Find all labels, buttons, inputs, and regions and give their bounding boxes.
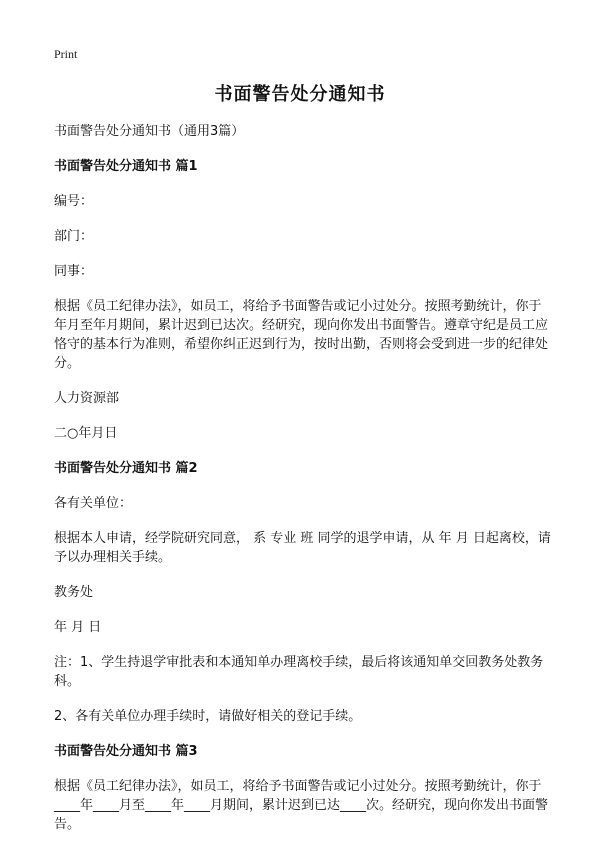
section-3-heading: 书面警告处分通知书 篇3	[54, 744, 198, 759]
section-1-heading: 书面警告处分通知书 篇1	[54, 159, 198, 174]
section-2-greeting: 各有关单位：	[54, 496, 133, 511]
section-2-note-2: 2、各有关单位办理手续时，请做好相关的登记手续。	[54, 709, 362, 724]
section-1-body: 根据《员工纪律办法》，如员工，将给予书面警告或记小过处分。按照考勤统计，你于年月至年月期间，累计迟到已达次。经研究，现向你发出书面警告。遵章守纪是员工应恪守的基本行为准则，希望你纠正迟到行为，按时出勤，否则将会受到进一步的纪律处分。	[54, 299, 549, 371]
section-1-signer: 人力资源部	[54, 391, 120, 406]
section-1-colleague-field: 同事：	[54, 264, 94, 279]
section-2-signer: 教务处	[54, 585, 94, 600]
section-1-department-field: 部门：	[54, 229, 94, 244]
section-1-number-field: 编号：	[54, 194, 94, 209]
print-label: Print	[54, 47, 78, 61]
section-2-body: 根据本人申请，经学院研究同意， 系 专业 班 同学的退学申请，从 年 月 日起离校，请予以办理相关手续。	[54, 531, 551, 565]
document-title: 书面警告处分通知书	[214, 84, 386, 105]
section-2-date: 年 月 日	[54, 620, 102, 635]
document-body	[54, 122, 552, 850]
section-3-body: 根据《员工纪律办法》，如员工，将给予书面警告或记小过处分。按照考勤统计，你于____年____月至____年____月期间，累计迟到已达____次。经研究，现向你发出书面警告。	[54, 779, 549, 832]
section-1-date: 二○年月日	[54, 426, 118, 441]
section-2-heading: 书面警告处分通知书 篇2	[54, 461, 198, 476]
intro-line: 书面警告处分通知书（通用3篇）	[54, 124, 245, 139]
section-2-note-1: 注：1、学生持退学审批表和本通知单办理离校手续，最后将该通知单交回教务处教务科。	[54, 655, 544, 689]
